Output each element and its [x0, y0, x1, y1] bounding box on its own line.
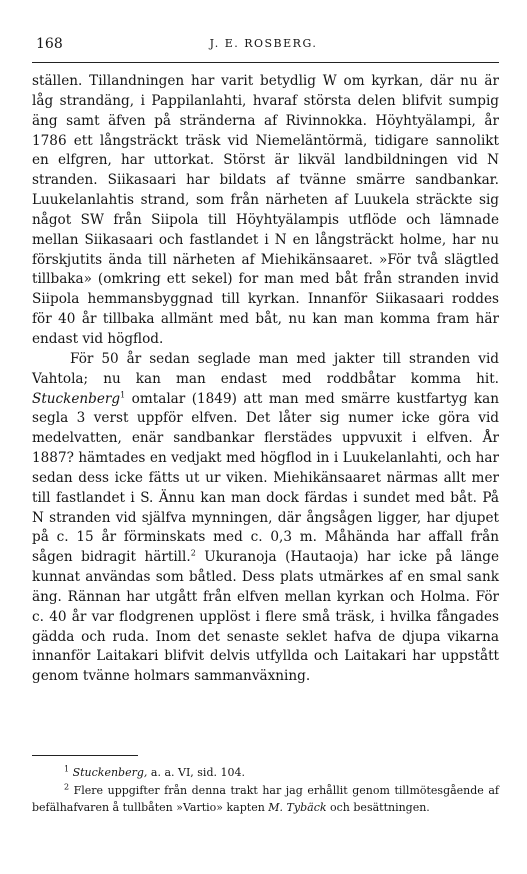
header-rule — [32, 62, 499, 63]
footnotes — [32, 764, 499, 817]
paragraph-1-text: ställen. Tillandningen har varit betydlig W om kyrkan, där nu är låg strandäng, i Pappilanlahti, hvaraf största delen blifvit sumpig äng samt äfven på stränderna af Rivinnokka. Höyhtyälampi, år 1786 ett långsträckt träsk vid Niemeläntörmä, tidigare sannolikt en elfgren, har uttorkat. Störst är likväl landbildningen vid N stranden. Siikasaari har bildats af tvänne smärre sandbankar. Luukelanlahtis strand, som från närheten af Luukela sträckte sig något SW från Siipola till Höyhtyälampis utflöde och lämnade mellan Siikasaari och fastlandet i N en långsträckt holme, har nu förskjutits ända till närheten af Miehikänsaaret. »För två slägtled tillbaka» (omkring ett sekel) for man med båt från stranden invid Siipola hemmansbyggnad till kyrkan. Innanför Siikasaari roddes för 40 år tillbaka allmänt med båt, nu kan man komma fram här endast vid högflod. — [32, 73, 499, 347]
footnote-1-italic: Stuckenberg, — [72, 766, 148, 779]
author-name-italic: Stuckenberg — [32, 390, 121, 407]
paragraph-1 — [32, 72, 499, 350]
page-number: 168 — [36, 36, 63, 52]
footnote-1-number: 1 — [64, 764, 70, 774]
footnote-1 — [32, 764, 499, 782]
footnote-rule — [32, 755, 138, 756]
running-head: J. E. ROSBERG. — [209, 37, 318, 50]
footnote-2 — [32, 782, 499, 817]
body-text — [32, 72, 499, 687]
footnote-2-text-a: Flere uppgifter från denna trakt har jag erhållit genom tillmötesgående af befälhafvaren å tullbåten »Vartio» kapten — [32, 783, 499, 814]
footnote-2-number: 2 — [64, 781, 70, 791]
paragraph-2 — [32, 350, 499, 687]
footnote-ref-1: 1 — [120, 389, 126, 399]
paragraph-2-text-a: För 50 år sedan seglade man med jakter till stranden vid Vahtola; nu kan man endast med roddbåtar komma hit. — [32, 350, 499, 387]
paragraph-2-text-b: omtalar (1849) att man med smärre kustfartyg kan segla 3 verst uppför elfven. Det låter sig numer icke göra vid medelvatten, enär sandbankar flerstädes uppvuxit i elfven. År 1887? hämtades en vedjakt med högflod in i Luukelanlahti, och har sedan dess icke fätts ut ur viken. Miehikänsaaret närmas allt mer till fastlandet i S. Ännu kan man dock färdas i sundet med båt. På N stranden vid själfva mynningen, där ångsågen ligger, har djupet på c. 15 år förminskats med c. 0,3 m. Måhända har affall från sågen bidragit härtill. — [32, 390, 499, 566]
footnote-1-text: a. a. VI, sid. 104. — [147, 766, 245, 779]
page-header — [32, 36, 495, 58]
footnote-ref-2: 2 — [190, 548, 196, 558]
footnote-2-italic: M. Tybäck — [268, 801, 327, 814]
footnote-2-text-b: och besättningen. — [326, 801, 430, 814]
paragraph-2-text-c: Ukuranoja (Hautaoja) har icke på länge kunnat användas som båtled. Dess plats utmärkes af en smal sank äng. Rännan har utgått från elfven mellan kyrkan och Holma. För c. 40 år var flodgrenen upplöst i flere små träsk, i hvilka fångades gädda och ruda. Inom det senaste seklet hafva de djupa vikarna innanför Laitakari blifvit delvis utfyllda och Laitakari har uppstått genom tvänne holmars sammanväxning. — [32, 549, 499, 685]
